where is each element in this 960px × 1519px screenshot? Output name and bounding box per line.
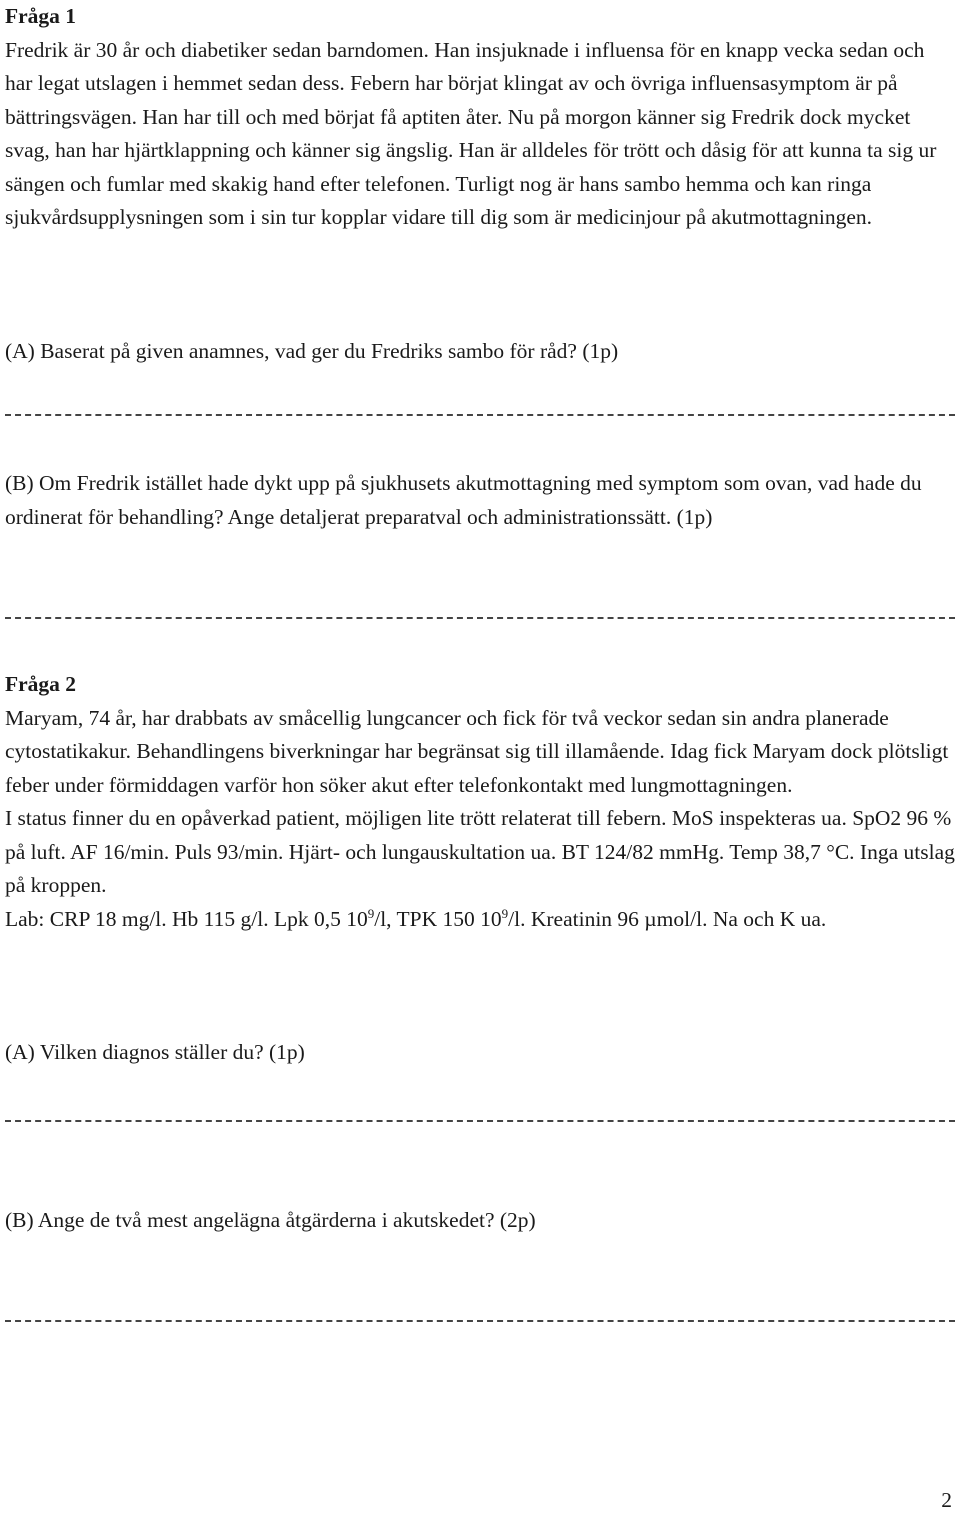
question-2-status-text: I status finner du en opåverkad patient, möjligen lite trött relaterat till febern. MoS inspekteras ua. SpO2 96 % på luft. AF 16/min. Puls 93/min. Hjärt- och lungauskultation ua. BT 124/82 mmHg. Temp 38,7 °C. Inga utslag på kroppen. xyxy=(5,806,955,897)
answer-line-1b xyxy=(5,617,955,619)
answer-line-2a xyxy=(5,1120,955,1122)
answer-line-2b xyxy=(5,1320,955,1322)
lab-text-part-3: /l. Kreatinin 96 µmol/l. Na och K ua. xyxy=(508,906,827,931)
question-2-section xyxy=(5,668,955,936)
question-1b-block xyxy=(5,467,955,534)
lab-exponent-1: 9 xyxy=(367,905,375,921)
question-1a-text: (A) Baserat på given anamnes, vad ger du Fredriks sambo för råd? (1p) xyxy=(5,339,619,363)
question-2a-block xyxy=(5,1036,955,1070)
question-1-heading: Fråga 1 xyxy=(5,4,77,28)
question-2b-block xyxy=(5,1204,955,1238)
question-2a-text: (A) Vilken diagnos ställer du? (1p) xyxy=(5,1040,305,1064)
question-2-case-text: Maryam, 74 år, har drabbats av småcellig lungcancer och fick för två veckor sedan sin andra planerade cytostatikakur. Behandlingens biverkningar har begränsat sig till illamående. Idag fick Maryam dock plötsligt feber under förmiddagen varför hon söker akut efter telefonkontakt med lungmottagningen. xyxy=(5,705,949,797)
question-2-lab-text xyxy=(5,903,955,937)
question-1b-text: (B) Om Fredrik istället hade dykt upp på sjukhusets akutmottagning med symptom som ovan, vad hade du ordinerat för behandling? Ange detaljerat preparatval och administrationssätt. (1p) xyxy=(5,471,922,529)
question-1-section xyxy=(5,0,955,235)
answer-line-1a xyxy=(5,414,955,416)
lab-text-part-1: Lab: CRP 18 mg/l. Hb 115 g/l. Lpk 0,5 10 xyxy=(5,906,368,931)
page-number: 2 xyxy=(941,1488,952,1512)
question-1a-block xyxy=(5,335,955,369)
question-2b-text: (B) Ange de två mest angelägna åtgärderna i akutskedet? (2p) xyxy=(5,1208,536,1232)
lab-text-part-2: /l, TPK 150 10 xyxy=(374,906,502,931)
question-1-case-text: Fredrik är 30 år och diabetiker sedan barndomen. Han insjuknade i influensa för en knapp vecka sedan och har legat utslagen i hemmet sedan dess. Febern har börjat klingat av och övriga influensasymptom är på bättringsvägen. Han har till och med börjat få aptiten åter. Nu på morgon känner sig Fredrik dock mycket svag, han har hjärtklappning och känner sig ängslig. Han är alldeles för trött och dåsig för att kunna ta sig ur sängen och fumlar med skakig hand efter telefonen. Turligt nog är hans sambo hemma och kan ringa sjukvårdsupplysningen som i sin tur kopplar vidare till dig som är medicinjour på akutmottagningen. xyxy=(5,37,937,229)
lab-exponent-2: 9 xyxy=(501,905,509,921)
question-2-heading: Fråga 2 xyxy=(5,672,77,696)
